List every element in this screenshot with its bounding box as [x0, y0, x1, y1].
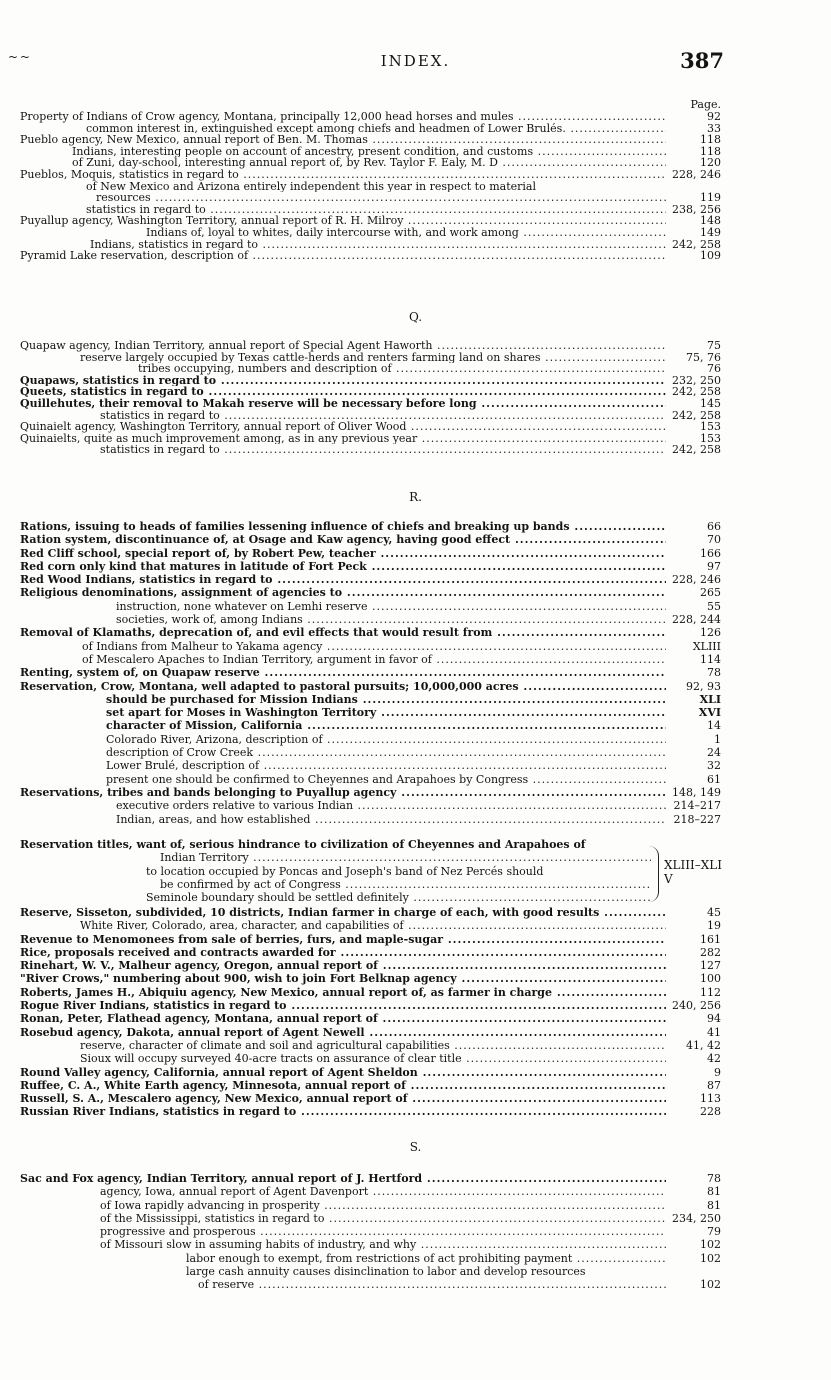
index-entry — [0, 1039, 831, 1052]
entry-page: 75, 76 — [686, 351, 721, 364]
index-entry — [0, 250, 831, 262]
entry-text: Rice, proposals received and contracts awarded for ..... — [0, 946, 666, 959]
entry-text: reserve, character of climate and soil and agricultural capabilities ..... — [0, 1039, 666, 1052]
entry-page: 97 — [707, 559, 721, 573]
index-entry — [0, 1066, 831, 1079]
entry-page: 153 — [700, 432, 721, 445]
index-entry — [0, 653, 831, 666]
entry-text: Quillehutes, their removal to Makah reserve will be necessary before long ..... — [0, 398, 666, 410]
entry-text: Rosebud agency, Dakota, annual report of Agent Newell ..... — [0, 1026, 666, 1039]
index-entry — [0, 680, 831, 693]
entry-page: 114 — [700, 652, 721, 666]
entry-text: present one should be confirmed to Cheyennes and Arapahoes by Congress ..... — [0, 773, 666, 786]
entry-page: 66 — [707, 520, 721, 533]
index-entry — [0, 421, 831, 433]
entry-page: 32 — [707, 759, 721, 773]
index-entry — [0, 891, 831, 904]
page-title: INDEX. — [380, 52, 451, 70]
index-entry — [0, 666, 831, 679]
entry-page: 242, 258 — [672, 386, 721, 398]
entry-text: Reserve, Sisseton, subdivided, 10 districts, Indian farmer in charge of each, with good results ..... — [0, 906, 666, 919]
bracket-page: XLIII–XLIV — [664, 858, 722, 886]
index-entry — [0, 813, 831, 826]
entry-page: 41, 42 — [686, 1038, 721, 1052]
index-entry — [0, 613, 831, 626]
entry-text: Indians, statistics in regard to ..... — [0, 239, 666, 251]
entry-text: should be purchased for Mission Indians ..... — [0, 693, 666, 706]
entry-text: Colorado River, Arizona, description of ..... — [0, 733, 666, 746]
index-entry — [0, 1026, 831, 1039]
entry-page: 161 — [700, 932, 721, 946]
index-entry — [0, 1225, 831, 1238]
page-column-label: Page. — [690, 98, 721, 111]
index-entry — [0, 733, 831, 746]
index-entry — [0, 1092, 831, 1105]
entry-page: 148, 149 — [672, 785, 721, 799]
entry-text: Property of Indians of Crow agency, Montana, principally 12,000 head horses and mules ..... — [0, 111, 666, 123]
entry-text: Rations, issuing to heads of families lessening influence of chiefs and breaking up bands ..... — [0, 520, 666, 533]
entry-text: Red Cliff school, special report of, by Robert Pew, teacher ..... — [0, 547, 666, 560]
entry-page: 240, 256 — [672, 999, 721, 1013]
entry-text: to location occupied by Poncas and Joseph's band of Nez Percés should — [146, 864, 544, 878]
entry-page: 78 — [707, 1172, 721, 1185]
entry-page: 75 — [707, 340, 721, 352]
index-entry — [0, 693, 831, 706]
entry-text: Reservation titles, want of, serious hindrance to civilization of Cheyennes and Arapahoes of — [20, 838, 586, 851]
entry-text: Ruffee, C. A., White Earth agency, Minnesota, annual report of ..... — [0, 1079, 666, 1092]
entry-text: Queets, statistics in regard to ..... — [0, 386, 666, 398]
entry-text: Renting, system of, on Quapaw reserve ..... — [0, 666, 666, 679]
index-entry — [0, 204, 831, 216]
entry-text: statistics in regard to ..... — [0, 444, 666, 456]
entry-page: 238, 256 — [672, 203, 721, 216]
entry-text: Rinehart, W. V., Malheur agency, Oregon, annual report of ..... — [0, 959, 666, 972]
entry-page: XLIII — [692, 639, 721, 653]
entry-page: 113 — [700, 1092, 721, 1106]
entry-text: of Mescalero Apaches to Indian Territory, argument in favor of ..... — [0, 653, 666, 666]
entry-page: 242, 258 — [672, 409, 721, 422]
index-entry — [0, 1278, 831, 1291]
entry-text: Religious denominations, assignment of agencies to ..... — [0, 586, 666, 599]
index-section-q — [0, 310, 831, 456]
entry-text: Sioux will occupy surveyed 40-acre tracts on assurance of clear title ..... — [0, 1052, 666, 1065]
entry-page: 33 — [707, 122, 721, 135]
entry-text: Indian Territory ..... — [0, 851, 651, 864]
entry-text: statistics in regard to ..... — [0, 410, 666, 422]
index-entry — [0, 773, 831, 786]
entry-page: XLI — [699, 692, 721, 706]
index-entry — [0, 1238, 831, 1251]
index-entry — [0, 759, 831, 772]
section-letter: R. — [409, 490, 422, 504]
entry-text: progressive and prosperous ..... — [0, 1225, 666, 1238]
entry-text: societies, work of, among Indians ..... — [0, 613, 666, 626]
index-entry — [0, 146, 831, 158]
index-entry — [0, 1052, 831, 1065]
index-entry — [0, 533, 831, 546]
entry-page: 42 — [707, 1052, 721, 1066]
index-entry — [0, 134, 831, 146]
entry-text: Rogue River Indians, statistics in regard to ..... — [0, 999, 666, 1012]
entry-text: agency, Iowa, annual report of Agent Davenport ..... — [0, 1185, 666, 1198]
index-entry — [0, 626, 831, 639]
index-entry — [0, 946, 831, 959]
index-entry — [0, 972, 831, 985]
entry-page: 61 — [707, 772, 721, 786]
entry-page: 153 — [700, 421, 721, 433]
entry-text: Russian River Indians, statistics in regard to ..... — [0, 1105, 666, 1118]
entry-page: 14 — [707, 719, 721, 733]
index-entry — [0, 547, 831, 560]
entry-text: character of Mission, California ..... — [0, 719, 666, 732]
header-mark: ~ ~ — [8, 50, 29, 64]
index-entry — [0, 1265, 831, 1278]
index-entry — [0, 986, 831, 999]
index-entry — [0, 1105, 831, 1118]
entry-text: of Zuni, day-school, interesting annual report of, by Rev. Taylor F. Ealy, M. D ..... — [0, 157, 666, 169]
entry-text: Reservation, Crow, Montana, well adapted to pastoral pursuits; 10,000,000 acres ..... — [0, 680, 666, 693]
entry-page: 87 — [707, 1078, 721, 1092]
entry-page: 228, 246 — [672, 573, 721, 587]
entry-page: 1 — [714, 732, 721, 746]
entry-page: 166 — [700, 546, 721, 560]
entry-text: of Iowa rapidly advancing in prosperity ..... — [0, 1199, 666, 1212]
entry-page: 120 — [700, 157, 721, 169]
entry-page: 102 — [700, 1238, 721, 1252]
entry-text: set apart for Moses in Washington Territory ..... — [0, 706, 666, 719]
entry-text: Russell, S. A., Mescalero agency, New Mexico, annual report of ..... — [0, 1092, 666, 1105]
index-entry — [0, 227, 831, 239]
index-entry — [0, 340, 831, 352]
entry-text: statistics in regard to ..... — [0, 204, 666, 216]
curly-brace — [648, 846, 659, 902]
index-entry — [0, 352, 831, 364]
index-entry — [0, 719, 831, 732]
entry-text: tribes occupying, numbers and description of ..... — [0, 363, 666, 375]
entry-page: 92, 93 — [686, 679, 721, 693]
entry-page: 112 — [700, 985, 721, 999]
entry-text: Indians of, loyal to whites, daily intercourse with, and work among ..... — [0, 227, 666, 239]
index-entry — [0, 111, 831, 123]
index-entry — [0, 239, 831, 251]
entry-page: 109 — [700, 250, 721, 262]
entry-text: description of Crow Creek ..... — [0, 746, 666, 759]
entry-page: 218–227 — [673, 812, 721, 826]
index-entry — [0, 410, 831, 422]
entry-text: large cash annuity causes disinclination to labor and develop resources — [186, 1265, 586, 1279]
entry-page: 118 — [700, 134, 721, 146]
entry-text: Quinaielt agency, Washington Territory, annual report of Oliver Wood ..... — [0, 421, 666, 433]
entry-page: 127 — [700, 959, 721, 973]
entry-text: Red Wood Indians, statistics in regard to ..... — [0, 573, 666, 586]
entry-page: 94 — [707, 1012, 721, 1026]
entry-text: instruction, none whatever on Lemhi reserve ..... — [0, 600, 666, 613]
index-entry — [0, 600, 831, 613]
entry-text: of Missouri slow in assuming habits of industry, and why ..... — [0, 1238, 666, 1251]
entry-page: 214–217 — [673, 799, 721, 813]
index-entry — [0, 1252, 831, 1265]
index-entry — [0, 586, 831, 599]
index-entry — [0, 192, 831, 204]
entry-page: 242, 258 — [672, 444, 721, 456]
entry-page: 234, 250 — [672, 1211, 721, 1225]
entry-text: White River, Colorado, area, character, and capabilities of ..... — [0, 919, 666, 932]
index-section-r-continued — [0, 906, 831, 1119]
entry-page: 79 — [707, 1225, 721, 1239]
entry-text: Ration system, discontinuance of, at Osage and Kaw agency, having good effect ..... — [0, 533, 666, 546]
entry-text: Sac and Fox agency, Indian Territory, annual report of J. Hertford ..... — [0, 1172, 666, 1185]
section-letter: S. — [409, 1140, 422, 1154]
index-entry — [0, 433, 831, 445]
index-entry — [0, 157, 831, 169]
index-entry — [0, 746, 831, 759]
entry-text: labor enough to exempt, from restrictions of act prohibiting payment ..... — [0, 1252, 666, 1265]
index-entry — [0, 959, 831, 972]
entry-text: common interest in, extinguished except among chiefs and headmen of Lower Brulés. ..... — [0, 123, 666, 135]
entry-text: Quapaw agency, Indian Territory, annual report of Special Agent Haworth ..... — [0, 340, 666, 352]
entry-text: Round Valley agency, California, annual report of Agent Sheldon ..... — [0, 1066, 666, 1079]
entry-text: Roberts, James H., Abiquiu agency, New Mexico, annual report of, as farmer in charge ..... — [0, 986, 666, 999]
entry-page: 102 — [700, 1278, 721, 1292]
index-entry — [0, 706, 831, 719]
entry-text: Lower Brulé, description of ..... — [0, 759, 666, 772]
entry-text: Puyallup agency, Washington Territory, annual report of R. H. Milroy ..... — [0, 215, 666, 227]
index-entry — [0, 799, 831, 812]
entry-page: 81 — [707, 1198, 721, 1212]
entry-text: of the Mississippi, statistics in regard to ..... — [0, 1212, 666, 1225]
index-entry — [0, 786, 831, 799]
entry-page: 118 — [700, 145, 721, 158]
entry-page: 76 — [707, 363, 721, 375]
entry-text: of Indians from Malheur to Yakama agency ..... — [0, 640, 666, 653]
index-entry — [0, 1185, 831, 1198]
entry-text: of New Mexico and Arizona entirely independent this year in respect to material — [86, 180, 536, 193]
page-header — [0, 48, 831, 73]
index-entry — [0, 1012, 831, 1025]
index-entry — [0, 640, 831, 653]
entry-text: Red corn only kind that matures in latitude of Fort Peck ..... — [0, 560, 666, 573]
entry-text: Ronan, Peter, Flathead agency, Montana, annual report of ..... — [0, 1012, 666, 1025]
index-entry — [0, 1079, 831, 1092]
entry-text: be confirmed by act of Congress ..... — [0, 878, 651, 891]
entry-page: 282 — [700, 945, 721, 959]
entry-page: 70 — [707, 533, 721, 547]
entry-page: 228, 244 — [672, 613, 721, 627]
entry-page: 24 — [707, 746, 721, 760]
entry-text: resources ..... — [0, 192, 666, 204]
entry-text: "River Crows," numbering about 900, wish to join Fort Belknap agency ..... — [0, 972, 666, 985]
entry-page: 9 — [714, 1065, 721, 1079]
entry-page: 100 — [700, 972, 721, 986]
page-number: 387 — [680, 48, 724, 73]
entry-page: 92 — [707, 111, 721, 123]
entry-text: Removal of Klamaths, deprecation of, and evil effects that would result from ..... — [0, 626, 666, 639]
index-entry — [0, 169, 831, 181]
entry-text: Revenue to Menomonees from sale of berries, furs, and maple-sugar ..... — [0, 933, 666, 946]
entry-text: Pueblos, Moquis, statistics in regard to ..... — [0, 169, 666, 181]
entry-text: Reservations, tribes and bands belonging to Puyallup agency ..... — [0, 786, 666, 799]
entry-page: 45 — [707, 906, 721, 919]
index-entry — [0, 123, 831, 135]
entry-page: 149 — [700, 226, 721, 239]
index-entry — [0, 386, 831, 398]
entry-text: reserve largely occupied by Texas cattle-herds and renters farming land on shares ..... — [0, 352, 666, 364]
entry-page: 145 — [700, 397, 721, 410]
entry-page: 126 — [700, 626, 721, 640]
index-entry — [0, 398, 831, 410]
entry-text: of reserve ..... — [0, 1278, 666, 1291]
entry-page: 265 — [700, 586, 721, 600]
index-section-r — [0, 490, 831, 826]
index-section-p — [0, 111, 831, 262]
index-entry — [0, 215, 831, 227]
entry-page: 55 — [707, 599, 721, 613]
index-entry — [0, 1199, 831, 1212]
entry-page: 41 — [707, 1025, 721, 1039]
entry-page: 119 — [700, 192, 721, 204]
entry-text: Quinaielts, quite as much improvement among, as in any previous year ..... — [0, 433, 666, 445]
entry-page: 19 — [707, 919, 721, 933]
section-letter: Q. — [408, 310, 423, 324]
index-entry — [0, 906, 831, 919]
entry-text: Quapaws, statistics in regard to ..... — [0, 375, 666, 387]
index-entry — [0, 1212, 831, 1225]
entry-page: XVI — [698, 706, 721, 720]
bracket-entry-group — [0, 838, 831, 904]
index-entry — [0, 520, 831, 533]
entry-page: 228, 246 — [672, 168, 721, 181]
index-entry — [0, 999, 831, 1012]
index-entry — [0, 363, 831, 375]
entry-page: 242, 258 — [672, 238, 721, 251]
index-section-s — [0, 1140, 831, 1292]
index-entry — [0, 919, 831, 932]
index-entry — [0, 838, 831, 851]
entry-page: 81 — [707, 1185, 721, 1199]
index-entry — [0, 181, 831, 193]
entry-page: 102 — [700, 1251, 721, 1265]
entry-text: Indian, areas, and how established ..... — [0, 813, 666, 826]
entry-page: 148 — [700, 215, 721, 227]
entry-text: Indians, interesting people on account of ancestry, present condition, and customs ..... — [0, 146, 666, 158]
index-entry — [0, 573, 831, 586]
index-entry — [0, 560, 831, 573]
entry-text: Pyramid Lake reservation, description of ..... — [0, 250, 666, 262]
entry-text: Pueblo agency, New Mexico, annual report of Ben. M. Thomas ..... — [0, 134, 666, 146]
entry-page: 232, 250 — [672, 374, 721, 387]
index-entry — [0, 375, 831, 387]
index-entry — [0, 444, 831, 456]
entry-text: Seminole boundary should be settled definitely ..... — [0, 891, 651, 904]
entry-page: 78 — [707, 666, 721, 680]
entry-text: executive orders relative to various Indian ..... — [0, 799, 666, 812]
index-entry — [0, 933, 831, 946]
index-entry — [0, 1172, 831, 1185]
entry-page: 228 — [700, 1105, 721, 1119]
